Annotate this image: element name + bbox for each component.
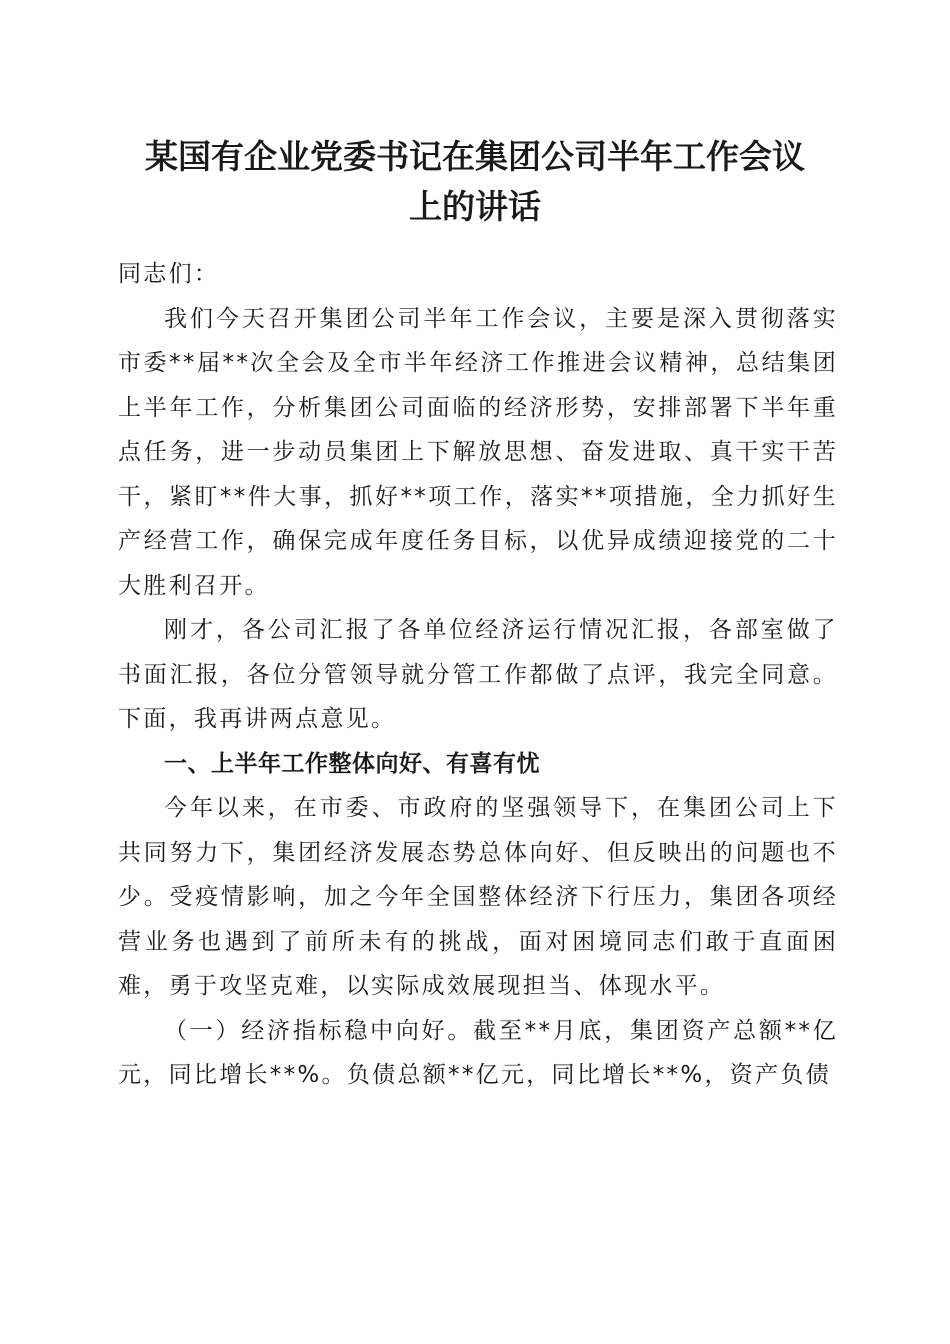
salutation: 同志们： xyxy=(118,261,220,287)
subsection-paragraph: （一）经济指标稳中向好。截至**月底，集团资产总额**亿元，同比增长**%。负债总额**亿元，同比增长**%，资产负债 xyxy=(118,1017,838,1088)
title-line-1: 某国有企业党委书记在集团公司半年工作会议 xyxy=(145,137,805,176)
paragraph-opening: 我们今天召开集团公司半年工作会议，主要是深入贯彻落实市委**届**次全会及全市半年经济工作推进会议精神，总结集团上半年工作，分析集团公司面临的经济形势，安排部署下半年重点任务，进一步动员集团上下解放思想、奋发进取、真干实干苦干，紧盯**件大事，抓好**项工作，落实**项措施，全力抓好生产经营工作，确保完成年度任务目标，以优异成绩迎接党的二十大胜利召开。 xyxy=(118,305,838,599)
paragraph-reports: 刚才，各公司汇报了各单位经济运行情况汇报，各部室做了书面汇报，各位分管领导就分管工作都做了点评，我完全同意。下面，我再讲两点意见。 xyxy=(118,617,838,732)
section-paragraph: 今年以来，在市委、市政府的坚强领导下，在集团公司上下共同努力下，集团经济发展态势总体向好、但反映出的问题也不少。受疫情影响，加之今年全国整体经济下行压力，集团各项经营业务也遇到了前所未有的挑战，面对困境同志们敢于直面困难，勇于攻坚克难，以实际成效展现担当、体现水平。 xyxy=(118,795,838,999)
document-body xyxy=(118,252,838,1098)
document-title xyxy=(110,132,840,232)
section-heading: 一、上半年工作整体向好、有喜有忧 xyxy=(164,750,540,777)
title-line-2: 上的讲话 xyxy=(409,187,541,226)
